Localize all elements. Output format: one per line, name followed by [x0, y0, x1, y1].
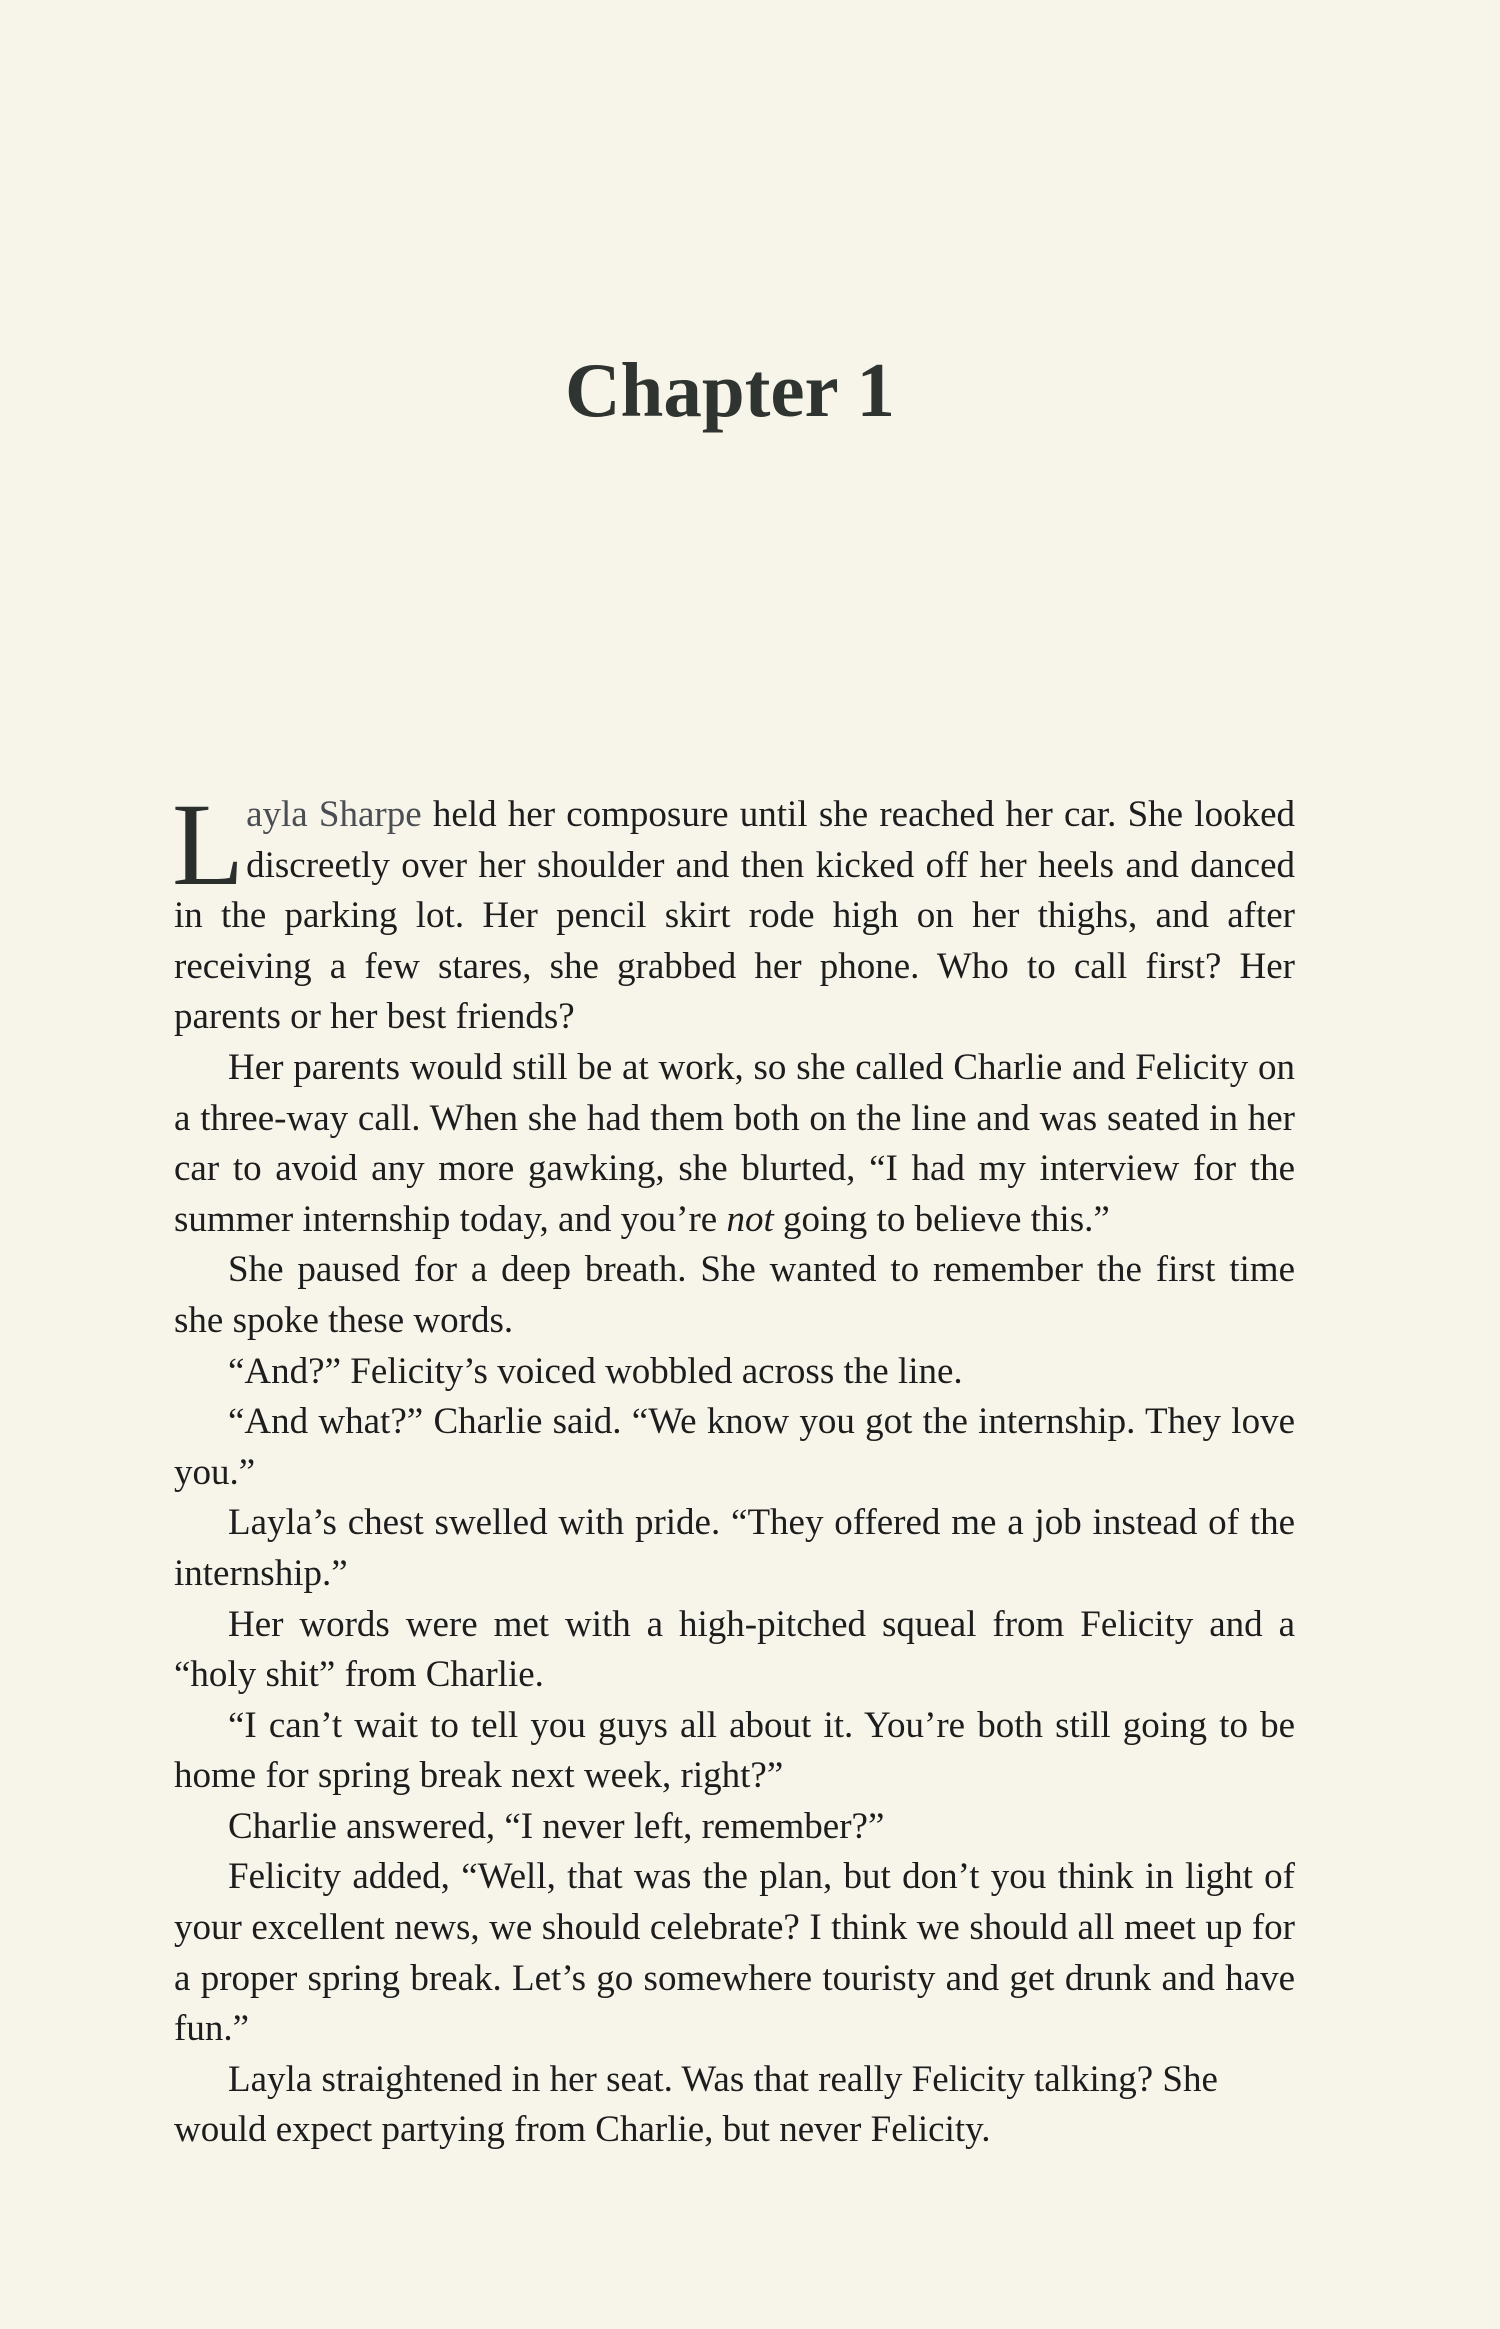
paragraph-text: going to believe this.”	[773, 1198, 1110, 1240]
chapter-body	[172, 779, 1295, 2156]
paragraph: Layla straightened in her seat. Was that really Felicity talking? She would expect partying from Charlie, but never Felicity.	[174, 2058, 1218, 2151]
opening-words: ayla Sharpe	[246, 794, 422, 835]
paragraph: Felicity added, “Well, that was the plan, but don’t you think in light of your excellent news, we should celebrate? I think we should all meet up for a proper spring break. Let’s go somewhere touristy and get drunk and have fun.”	[174, 1856, 1295, 2050]
paragraph: Her words were met with a high-pitched squeal from Felicity and a “holy shit” from Charlie.	[174, 1603, 1295, 1696]
paragraph: “And what?” Charlie said. “We know you got the internship. They love you.”	[174, 1401, 1295, 1493]
paragraph: “And?” Felicity’s voiced wobbled across the line.	[228, 1350, 963, 1392]
emphasis-text: not	[726, 1198, 774, 1240]
paragraph	[174, 1043, 1295, 1245]
paragraph-text: held her composure until she reached her car. She looked discreetly over her shoulder and then kicked off her heels and danced in the parking lot. Her pencil skirt rode high on her thighs, and after receiving a few stares, she grabbed her phone. Who to call first? Her parents or her best friends?	[174, 794, 1295, 1038]
paragraph: Layla’s chest swelled with pride. “They offered me a job instead of the internship.”	[174, 1502, 1295, 1594]
chapter-title: Chapter 1	[564, 347, 896, 433]
paragraph	[172, 779, 1295, 1043]
paragraph: She paused for a deep breath. She wanted to remember the first time she spoke these words.	[174, 1249, 1295, 1341]
paragraph: Charlie answered, “I never left, remember?”	[228, 1805, 885, 1847]
drop-cap: L	[172, 779, 245, 910]
paragraph-text: Her parents would still be at work, so she called Charlie and Felicity on a three-way call. When she had them both on the line and was seated in her car to avoid any more gawking, she blurted, “I had my interview for the summer internship today, and you’re	[174, 1046, 1295, 1240]
paragraph: “I can’t wait to tell you guys all about it. You’re both still going to be home for spring break next week, right?”	[174, 1704, 1295, 1797]
